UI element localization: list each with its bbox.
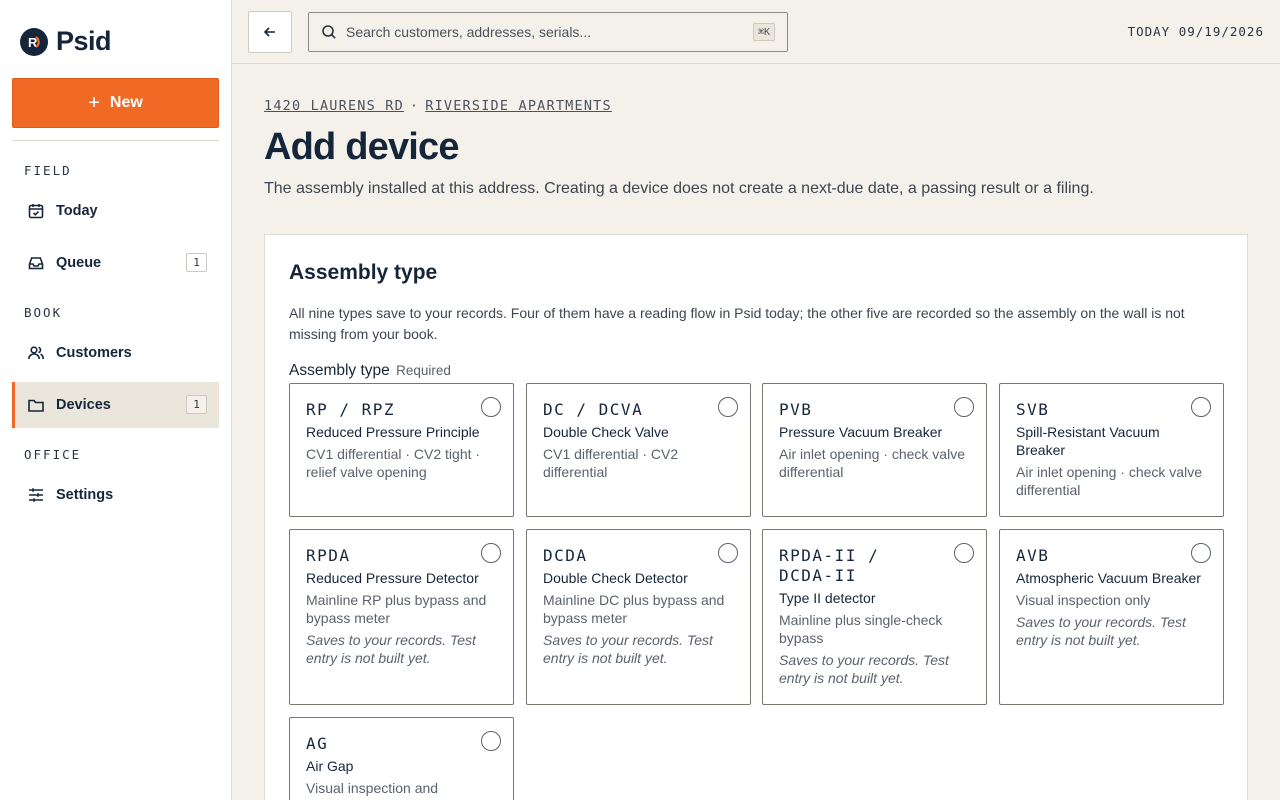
option-code: RP / RPZ	[306, 400, 396, 419]
option-detail: Visual inspection only	[1016, 592, 1151, 608]
arrow-left-icon	[262, 24, 278, 40]
required-hint: Required	[396, 363, 451, 378]
option-name: Pressure Vacuum Breaker	[779, 424, 943, 440]
sidebar-item-queue[interactable]	[12, 240, 219, 286]
option-code: AG	[306, 734, 329, 753]
today-date: TODAY 09/19/2026	[1127, 24, 1264, 39]
search-box[interactable]	[308, 12, 788, 52]
option-detail: Air inlet opening · check valve differential	[779, 446, 965, 480]
option-name: Spill-Resistant Vacuum Breaker	[1016, 424, 1160, 458]
search-shortcut-hint: ⌘K	[753, 23, 775, 41]
card-title: Assembly type	[289, 261, 438, 284]
users-icon	[27, 344, 45, 362]
sidebar-item-devices[interactable]	[12, 382, 219, 428]
assembly-option-ag[interactable]	[289, 717, 514, 800]
assembly-option-avb[interactable]	[999, 529, 1224, 705]
field-label-text: Assembly type	[289, 362, 390, 379]
radio-button[interactable]	[1191, 543, 1211, 563]
option-name: Double Check Valve	[543, 424, 669, 440]
card-description: All nine types save to your records. Four of them have a reading flow in Psid today; the other five are recorded so the assembly on the wall is not missing from your book.	[289, 305, 1185, 342]
inbox-icon	[27, 254, 45, 272]
option-detail: Mainline RP plus bypass and bypass meter	[306, 592, 487, 626]
radio-button[interactable]	[954, 397, 974, 417]
option-note: Saves to your records. Test entry is not built yet.	[543, 632, 713, 666]
breadcrumb-separator: ·	[409, 98, 420, 114]
calendar-icon	[27, 202, 45, 220]
radio-button[interactable]	[481, 731, 501, 751]
section-label-office: OFFICE	[24, 447, 82, 462]
sidebar-item-label: Devices	[56, 397, 111, 413]
page-subtitle: The assembly installed at this address. Creating a device does not create a next-due date, a passing result or a filing.	[264, 180, 1094, 197]
page-title: Add device	[264, 126, 459, 168]
radio-button[interactable]	[1191, 397, 1211, 417]
sliders-icon	[27, 486, 45, 504]
radio-button[interactable]	[718, 543, 738, 563]
option-code: RPDA	[306, 546, 351, 565]
sidebar-item-label: Customers	[56, 345, 132, 361]
assembly-option-svb[interactable]	[999, 383, 1224, 517]
option-note: Saves to your records. Test entry is not built yet.	[306, 632, 476, 666]
brand[interactable]	[20, 26, 111, 57]
option-detail: CV1 differential · CV2 tight · relief valve opening	[306, 446, 481, 480]
option-name: Type II detector	[779, 590, 876, 606]
option-code: AVB	[1016, 546, 1050, 565]
assembly-option-type-ii-detector[interactable]	[762, 529, 987, 705]
breadcrumb-address-link[interactable]: 1420 LAURENS RD	[264, 98, 404, 114]
radio-button[interactable]	[954, 543, 974, 563]
option-code: DCDA	[543, 546, 588, 565]
sidebar-item-today[interactable]	[12, 188, 219, 234]
app-name: Psid	[56, 26, 112, 56]
top-bar	[232, 0, 1280, 64]
sidebar-item-label: Today	[56, 203, 98, 219]
sidebar-item-label: Queue	[56, 255, 102, 271]
option-note: Saves to your records. Test entry is not built yet.	[1016, 614, 1186, 648]
breadcrumb-site-link[interactable]: RIVERSIDE APARTMENTS	[425, 98, 612, 114]
search-input[interactable]	[346, 24, 736, 40]
section-label-field: FIELD	[24, 163, 72, 178]
assembly-option-pvb[interactable]	[762, 383, 987, 517]
option-name: Double Check Detector	[543, 570, 688, 586]
assembly-type-field-label	[289, 362, 451, 380]
sidebar-item-label: Settings	[56, 487, 114, 503]
devices-count-badge: 1	[186, 395, 207, 414]
assembly-option-rp-rpz[interactable]	[289, 383, 514, 517]
sidebar	[0, 0, 232, 800]
option-name: Reduced Pressure Principle	[306, 424, 480, 440]
back-button[interactable]	[248, 11, 292, 53]
new-button-label: New	[109, 94, 143, 111]
assembly-option-dc-dcva[interactable]	[526, 383, 751, 517]
radio-button[interactable]	[481, 397, 501, 417]
option-name: Reduced Pressure Detector	[306, 570, 479, 586]
assembly-option-rpda[interactable]	[289, 529, 514, 705]
option-detail: Air inlet opening · check valve differential	[1016, 464, 1202, 498]
option-detail: Mainline plus single-check bypass	[779, 612, 943, 646]
radio-button[interactable]	[718, 397, 738, 417]
assembly-type-card	[264, 234, 1248, 800]
option-detail: Mainline DC plus bypass and bypass meter	[543, 592, 725, 626]
search-icon	[321, 24, 337, 40]
option-code: RPDA-II / DCDA-II	[779, 546, 880, 585]
section-label-book: BOOK	[24, 305, 63, 320]
sidebar-item-settings[interactable]	[12, 472, 219, 518]
queue-count-badge: 1	[186, 253, 207, 272]
option-code: SVB	[1016, 400, 1050, 419]
assembly-option-dcda[interactable]	[526, 529, 751, 705]
svg-text:R: R	[28, 34, 38, 50]
option-detail: Visual inspection and	[306, 780, 439, 796]
plus-icon: +	[88, 92, 100, 114]
psid-logo-icon	[20, 28, 48, 56]
option-code: PVB	[779, 400, 813, 419]
option-name: Atmospheric Vacuum Breaker	[1016, 570, 1201, 586]
breadcrumb	[264, 98, 612, 114]
main-content	[264, 64, 1248, 800]
sidebar-divider	[12, 140, 219, 141]
folder-icon	[27, 396, 45, 414]
radio-button[interactable]	[481, 543, 501, 563]
option-code: DC / DCVA	[543, 400, 644, 419]
new-button[interactable]	[12, 78, 219, 128]
option-note: Saves to your records. Test entry is not built yet.	[779, 652, 949, 686]
option-detail: CV1 differential · CV2 differential	[543, 446, 679, 480]
option-name: Air Gap	[306, 758, 354, 774]
sidebar-item-customers[interactable]	[12, 330, 219, 376]
